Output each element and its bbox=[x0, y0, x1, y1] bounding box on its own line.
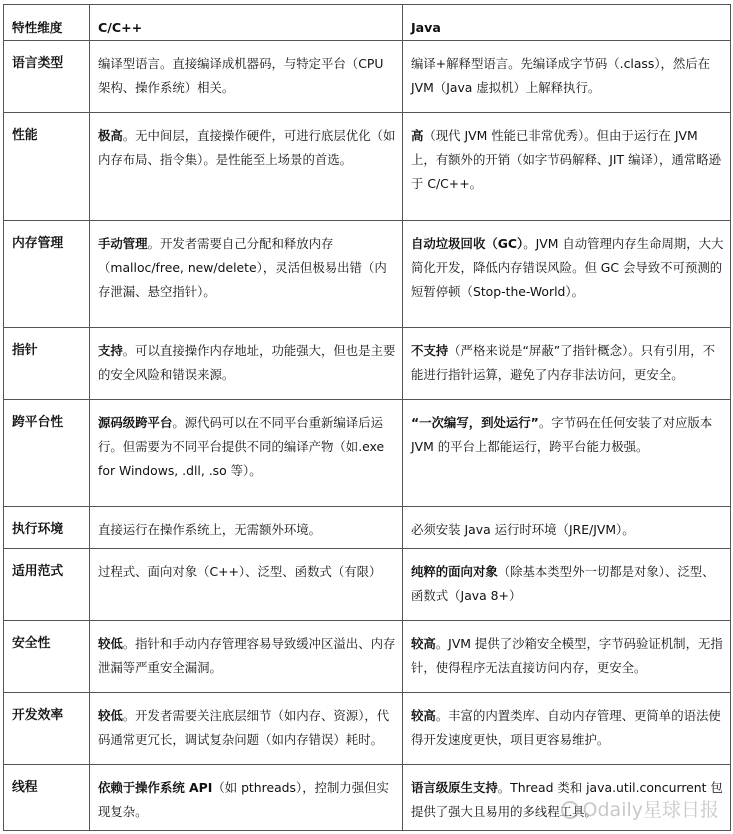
cpp-cell bbox=[90, 548, 403, 620]
feature-cell: 内存管理 bbox=[4, 220, 90, 327]
header-cpp: C/C++ bbox=[90, 5, 403, 41]
comparison-table bbox=[3, 4, 731, 831]
feature-cell: 指针 bbox=[4, 327, 90, 399]
table-row bbox=[4, 112, 731, 220]
java-text: 。Thread 类和 java.util.concurrent 包提供了强大且易用的多线程工具。 bbox=[411, 779, 723, 819]
cpp-highlight: 较低 bbox=[98, 635, 123, 651]
cpp-text: 。开发者需要关注底层细节（如内存、资源），代码通常更冗长，调试复杂问题（如内存错误）耗时。 bbox=[98, 707, 390, 747]
java-highlight: 语言级原生支持 bbox=[411, 779, 498, 795]
java-cell bbox=[403, 506, 731, 548]
cpp-highlight: 极高 bbox=[98, 127, 123, 143]
cpp-text: 直接运行在操作系统上，无需额外环境。 bbox=[98, 521, 322, 537]
table-row bbox=[4, 620, 731, 692]
feature-cell: 适用范式 bbox=[4, 548, 90, 620]
table-header-row bbox=[4, 5, 731, 41]
java-cell bbox=[403, 399, 731, 506]
table-row bbox=[4, 692, 731, 764]
java-cell bbox=[403, 620, 731, 692]
java-highlight: 纯粹的面向对象 bbox=[411, 563, 498, 579]
cpp-text: 。源代码可以在不同平台重新编译后运行。但需要为不同平台提供不同的编译产物（如.exe for Windows, .dll, .so 等）。 bbox=[98, 414, 385, 478]
java-highlight: 较高 bbox=[411, 707, 436, 723]
java-text: 编译+解释型语言。先编译成字节码（.class），然后在 JVM（Java 虚拟机）上解释执行。 bbox=[411, 55, 711, 95]
java-highlight: 较高 bbox=[411, 635, 436, 651]
table-row bbox=[4, 40, 731, 112]
cpp-text: 过程式、面向对象（C++）、泛型、函数式（有限） bbox=[98, 563, 382, 579]
table-row bbox=[4, 548, 731, 620]
cpp-text: 。可以直接操作内存地址，功能强大，但也是主要的安全风险和错误来源。 bbox=[98, 342, 396, 382]
feature-cell: 线程 bbox=[4, 764, 90, 830]
cpp-text: （如 pthreads），控制力强但实现复杂。 bbox=[98, 779, 389, 819]
java-highlight: “一次编写，到处运行” bbox=[411, 414, 539, 430]
java-text: （严格来说是“屏蔽”了指针概念）。只有引用，不能进行指针运算，避免了内存非法访问，更安全。 bbox=[411, 342, 716, 382]
feature-cell: 跨平台性 bbox=[4, 399, 90, 506]
java-text: 。丰富的内置类库、自动内存管理、更简单的语法使得开发速度更快，项目更容易维护。 bbox=[411, 707, 721, 747]
cpp-text: 。指针和手动内存管理容易导致缓冲区溢出、内存泄漏等严重安全漏洞。 bbox=[98, 635, 396, 675]
cpp-cell bbox=[90, 112, 403, 220]
table-row bbox=[4, 399, 731, 506]
header-feature: 特性维度 bbox=[4, 5, 90, 41]
java-text: 。字节码在任何安装了对应版本 JVM 的平台上都能运行，跨平台能力极强。 bbox=[411, 414, 713, 454]
cpp-text: 。开发者需要自己分配和释放内存（malloc/free, new/delete），灵活但极易出错（内存泄漏、悬空指针）。 bbox=[98, 235, 387, 299]
table-row bbox=[4, 506, 731, 548]
java-text: （除基本类型外一切都是对象）、泛型、函数式（Java 8+） bbox=[411, 563, 715, 603]
feature-cell: 语言类型 bbox=[4, 40, 90, 112]
java-highlight: 自动垃圾回收（GC） bbox=[411, 235, 524, 251]
cpp-text: 编译型语言。直接编译成机器码，与特定平台（CPU 架构、操作系统）相关。 bbox=[98, 55, 384, 95]
table-row bbox=[4, 220, 731, 327]
java-cell bbox=[403, 692, 731, 764]
table-row bbox=[4, 327, 731, 399]
watermark-logo-icon bbox=[561, 801, 579, 819]
cpp-cell bbox=[90, 220, 403, 327]
cpp-cell bbox=[90, 40, 403, 112]
cpp-highlight: 源码级跨平台 bbox=[98, 414, 173, 430]
cpp-cell bbox=[90, 764, 403, 830]
java-cell bbox=[403, 548, 731, 620]
java-text: （现代 JVM 性能已非常优秀）。但由于运行在 JVM 上，有额外的开销（如字节码解释、JIT 编译），通常略逊于 C/C++。 bbox=[411, 127, 721, 191]
cpp-text: 。无中间层，直接操作硬件，可进行底层优化（如内存布局、指令集）。是性能至上场景的首选。 bbox=[98, 127, 396, 167]
java-text: 必须安装 Java 运行时环境（JRE/JVM）。 bbox=[411, 521, 635, 537]
java-cell bbox=[403, 112, 731, 220]
java-cell bbox=[403, 327, 731, 399]
java-text: 。JVM 自动管理内存生命周期，大大简化开发，降低内存错误风险。但 GC 会导致不可预测的短暂停顿（Stop-the-World）。 bbox=[411, 235, 724, 299]
cpp-highlight: 手动管理 bbox=[98, 235, 148, 251]
java-highlight: 高 bbox=[411, 127, 424, 143]
cpp-highlight: 依赖于操作系统 API bbox=[98, 779, 213, 795]
java-text: 。JVM 提供了沙箱安全模型，字节码验证机制，无指针，使得程序无法直接访问内存，更安全。 bbox=[411, 635, 723, 675]
watermark-text: Odaily星球日报 bbox=[582, 799, 719, 821]
cpp-highlight: 支持 bbox=[98, 342, 123, 358]
feature-cell: 安全性 bbox=[4, 620, 90, 692]
cpp-highlight: 较低 bbox=[98, 707, 123, 723]
java-cell bbox=[403, 220, 731, 327]
feature-cell: 执行环境 bbox=[4, 506, 90, 548]
cpp-cell bbox=[90, 327, 403, 399]
cpp-cell bbox=[90, 692, 403, 764]
header-java: Java bbox=[403, 5, 731, 41]
feature-cell: 性能 bbox=[4, 112, 90, 220]
java-cell bbox=[403, 40, 731, 112]
feature-cell: 开发效率 bbox=[4, 692, 90, 764]
java-highlight: 不支持 bbox=[411, 342, 449, 358]
cpp-cell bbox=[90, 506, 403, 548]
watermark bbox=[561, 795, 719, 822]
cpp-cell bbox=[90, 399, 403, 506]
cpp-cell bbox=[90, 620, 403, 692]
